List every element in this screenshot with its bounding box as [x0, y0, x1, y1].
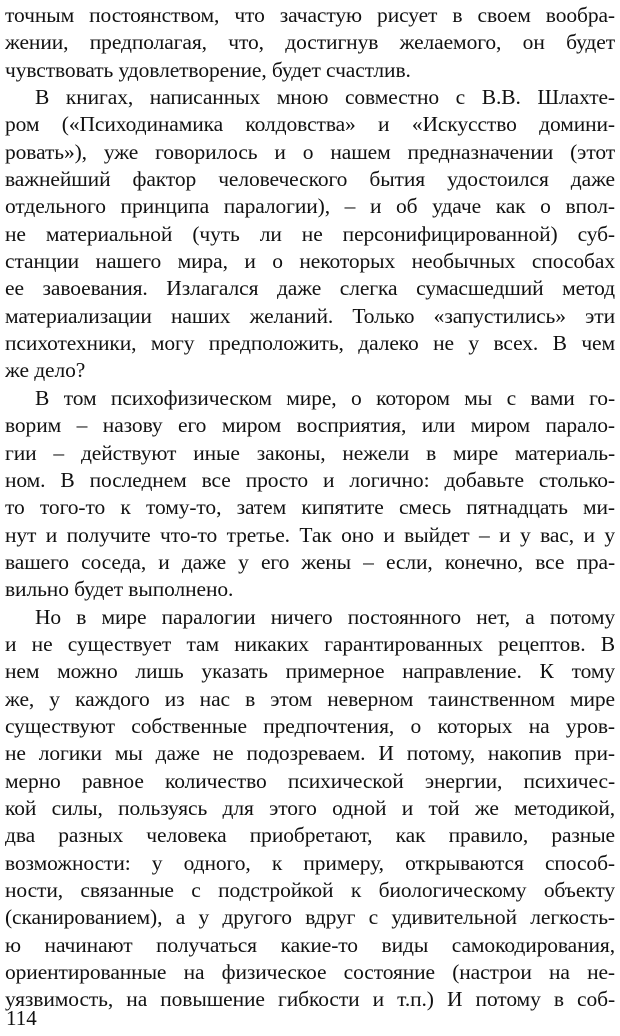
text-line: материализации наших желаний. Только «запустились» эти [5, 303, 615, 328]
text-line: Но в мире паралогии ничего постоянного нет, а потому [35, 604, 615, 629]
text-line: же дело? [5, 358, 86, 383]
text-line: мерно равное количество психической энергии, психичес- [5, 768, 615, 793]
text-line: ориентированные на физическое состояние (настрои на не- [5, 960, 615, 985]
text-line: ее завоевания. Излагался даже слегка сумасшедший метод [5, 276, 615, 301]
text-line: то того-то к тому-то, затем кипятите смесь пятнадцать ми- [5, 495, 615, 520]
text-line: гии – действуют иные законы, нежели в мире материаль- [5, 440, 615, 465]
text-line: же, у каждого из нас в этом неверном таинственном мире [5, 686, 615, 711]
body-text [5, 2, 615, 1014]
text-line: нут и получите что-то третье. Так оно и выйдет – и у вас, и у [5, 522, 615, 547]
text-line: жении, предполагая, что, достигнув желаемого, он будет [5, 30, 615, 55]
text-line: нем можно лишь указать примерное направление. К тому [5, 659, 615, 684]
text-line: ю начинают получаться какие-то виды самокодирования, [5, 932, 615, 957]
text-line: ворим – назову его миром восприятия, или миром парало- [5, 413, 615, 438]
text-line: два разных человека приобретают, как правило, разные [5, 823, 615, 848]
text-line: кой силы, пользуясь для этого одной и той же методикой, [5, 795, 615, 820]
text-line: важнейший фактор человеческого бытия удостоился даже [5, 167, 615, 192]
text-line: В том психофизическом мире, о котором мы с вами го- [35, 385, 615, 410]
text-line: вильно будет выполнено. [5, 577, 234, 602]
text-line: психотехники, могу предположить, далеко не у всех. В чем [5, 331, 615, 356]
text-line: ровать»), уже говорилось и о нашем предназначении (этот [5, 139, 615, 164]
text-line: В книгах, написанных мною совместно с В.В. Шлахте- [35, 85, 615, 110]
text-line: чувствовать удовлетворение, будет счастлив. [5, 57, 411, 82]
text-line: точным постоянством, что зачастую рисует в своем вообра- [5, 3, 615, 27]
text-line: вашего соседа, и даже у его жены – если, конечно, все пра- [5, 549, 615, 574]
text-line: существуют собственные предпочтения, о которых на уров- [5, 713, 615, 738]
text-line: и не существует там никаких гарантированных рецептов. В [5, 631, 615, 656]
text-line: возможности: у одного, к примеру, открываются способ- [5, 850, 615, 875]
text-line: отдельного принципа паралогии), – и об удаче как о впол- [5, 194, 615, 219]
page-number: 114 [6, 1006, 37, 1030]
text-line: ром («Психодинамика колдовства» и «Искусство домини- [5, 112, 615, 137]
text-line: ности, связанные с подстройкой к биологическому объекту [5, 878, 615, 902]
text-line: не материальной (чуть ли не персонифицированной) суб- [5, 221, 615, 246]
text-line: станции нашего мира, и о некоторых необычных способах [5, 249, 615, 274]
text-line: не логики мы даже не подозреваем. И потому, накопив при- [5, 741, 615, 766]
text-line: (сканированием), а у другого вдруг с удивительной легкость- [5, 905, 615, 930]
text-line: уязвимость, на повышение гибкости и т.п.) И потому в соб- [5, 987, 615, 1012]
text-line: ном. В последнем все просто и логично: добавьте столько- [5, 467, 615, 492]
